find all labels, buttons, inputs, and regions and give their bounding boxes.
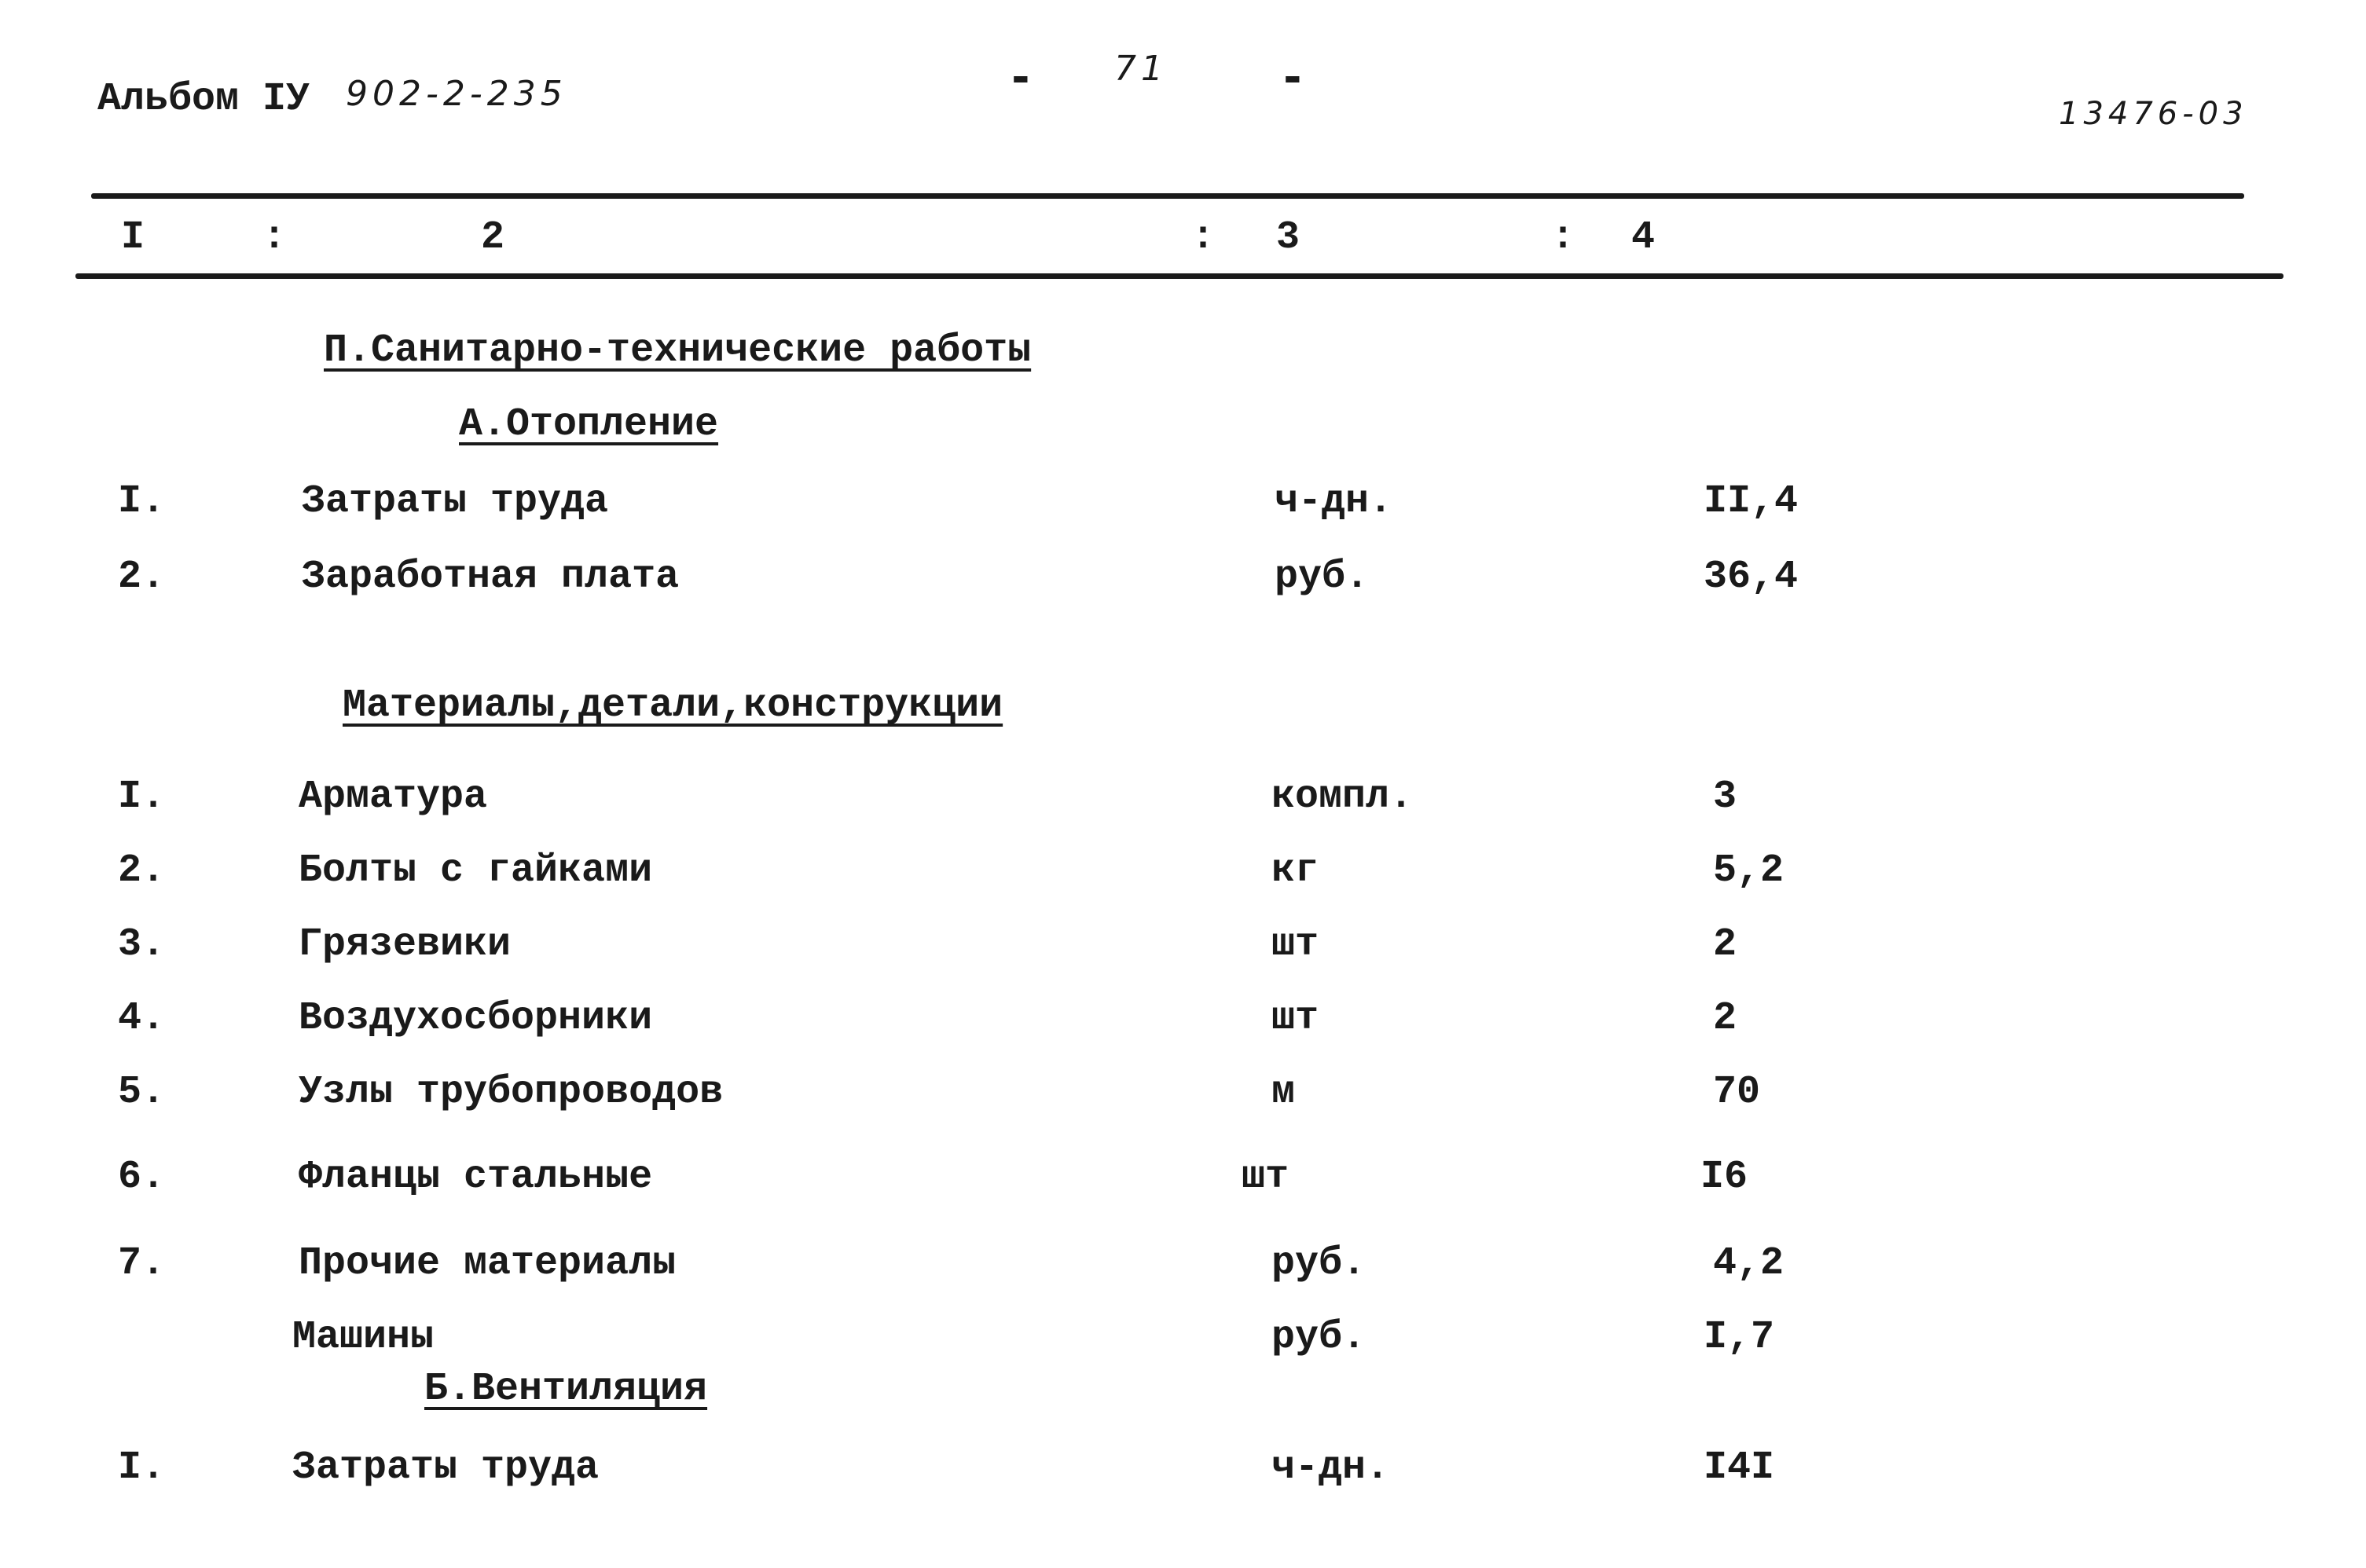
row-unit: кг bbox=[1271, 848, 1319, 893]
row-name: Затраты труда bbox=[302, 479, 609, 524]
row-number: 7. bbox=[118, 1241, 166, 1286]
row-value: 36,4 bbox=[1704, 555, 1799, 599]
row-unit: руб. bbox=[1271, 1241, 1366, 1286]
row-unit: шт bbox=[1271, 996, 1319, 1041]
row-value: I4I bbox=[1704, 1445, 1775, 1490]
project-code: 902-2-235 bbox=[346, 74, 567, 114]
row-name: Воздухосборники bbox=[299, 996, 653, 1041]
row-name: Заработная плата bbox=[302, 555, 680, 599]
row-name: Машины bbox=[292, 1315, 435, 1360]
row-number: 3. bbox=[118, 922, 166, 967]
row-unit: ч-дн. bbox=[1275, 479, 1393, 524]
row-value: 70 bbox=[1713, 1070, 1761, 1115]
row-unit: ч-дн. bbox=[1271, 1445, 1390, 1490]
page-dash-left: - bbox=[1007, 52, 1034, 103]
row-number: 2. bbox=[118, 848, 166, 893]
column-3-header: 3 bbox=[1276, 215, 1300, 260]
column-separator-1: : bbox=[262, 215, 287, 260]
row-value: 2 bbox=[1713, 922, 1737, 967]
top-rule bbox=[91, 193, 2244, 199]
row-value: II,4 bbox=[1704, 479, 1799, 524]
column-4-header: 4 bbox=[1631, 215, 1656, 260]
bottom-rule bbox=[75, 273, 2283, 279]
row-number: 5. bbox=[118, 1070, 166, 1115]
subsection-heating: А.Отопление bbox=[459, 402, 719, 447]
row-name: Прочие материалы bbox=[299, 1241, 677, 1286]
subsection-ventilation: Б.Вентиляция bbox=[424, 1367, 708, 1412]
row-unit: шт bbox=[1242, 1155, 1289, 1200]
row-number: 2. bbox=[118, 555, 166, 599]
doc-number: 13476-03 bbox=[2059, 96, 2248, 132]
row-unit: компл. bbox=[1271, 775, 1414, 819]
row-number: I. bbox=[118, 479, 166, 524]
row-unit: м bbox=[1271, 1070, 1296, 1115]
row-number: I. bbox=[118, 1445, 166, 1490]
column-separator-2: : bbox=[1191, 215, 1216, 260]
row-value: 3 bbox=[1713, 775, 1737, 819]
materials-title: Материалы,детали,конструкции bbox=[343, 683, 1003, 728]
row-name: Болты с гайками bbox=[299, 848, 653, 893]
album-label: Альбом IУ bbox=[97, 77, 310, 122]
row-value: 4,2 bbox=[1713, 1241, 1785, 1286]
row-unit: шт bbox=[1271, 922, 1319, 967]
column-2-header: 2 bbox=[481, 215, 505, 260]
row-value: 5,2 bbox=[1713, 848, 1785, 893]
column-1-header: I bbox=[121, 215, 145, 260]
row-number: I. bbox=[118, 775, 166, 819]
row-value: 2 bbox=[1713, 996, 1737, 1041]
row-name: Узлы трубопроводов bbox=[299, 1070, 724, 1115]
row-number: 6. bbox=[118, 1155, 166, 1200]
page-dash-right: - bbox=[1279, 52, 1306, 103]
row-name: Фланцы стальные bbox=[299, 1155, 653, 1200]
row-name: Арматура bbox=[299, 775, 488, 819]
page-number: 71 bbox=[1114, 49, 1168, 89]
row-value: I,7 bbox=[1704, 1315, 1775, 1360]
row-value: I6 bbox=[1700, 1155, 1748, 1200]
column-separator-3: : bbox=[1551, 215, 1575, 260]
row-name: Грязевики bbox=[299, 922, 512, 967]
section-title: П.Санитарно-технические работы bbox=[324, 328, 1032, 373]
row-number: 4. bbox=[118, 996, 166, 1041]
row-unit: руб. bbox=[1271, 1315, 1366, 1360]
row-unit: руб. bbox=[1275, 555, 1370, 599]
row-name: Затраты труда bbox=[292, 1445, 600, 1490]
